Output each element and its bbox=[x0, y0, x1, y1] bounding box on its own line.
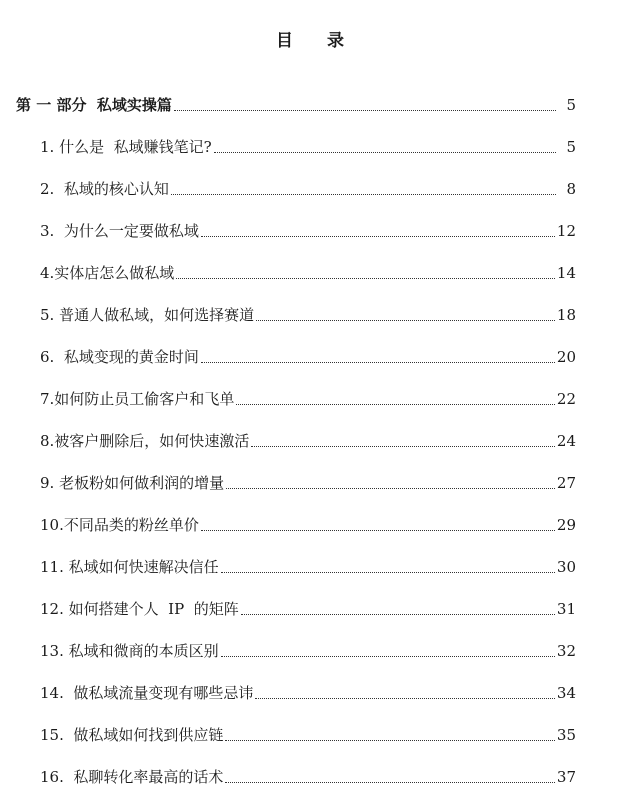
dot-leader bbox=[225, 739, 555, 741]
dot-leader bbox=[236, 403, 555, 405]
dot-leader bbox=[176, 277, 555, 279]
entry-label: 7.如何防止员工偷客户和飞单 bbox=[40, 390, 235, 408]
entry-label: 9. 老板粉如何做利润的增量 bbox=[40, 474, 225, 492]
entry-label: 10.不同品类的粉丝单价 bbox=[40, 516, 199, 534]
toc-entry bbox=[40, 176, 576, 198]
dot-leader bbox=[201, 235, 555, 237]
entry-page-number: 37 bbox=[556, 768, 576, 786]
dot-leader bbox=[241, 613, 555, 615]
entry-page-number: 12 bbox=[556, 222, 576, 240]
entry-page-number: 29 bbox=[556, 516, 576, 534]
entry-page-number: 14 bbox=[556, 264, 576, 282]
entry-page-number: 24 bbox=[556, 432, 576, 450]
toc-entry bbox=[40, 260, 576, 282]
toc-entry bbox=[40, 512, 576, 534]
toc-entry bbox=[40, 554, 576, 576]
toc-entry bbox=[40, 470, 576, 492]
toc-entry bbox=[40, 386, 576, 408]
toc-part-heading bbox=[16, 92, 576, 114]
part-label: 第 一 部分 私域实操篇 bbox=[16, 96, 172, 114]
entry-label: 14. 做私域流量变现有哪些忌讳 bbox=[40, 684, 254, 702]
dot-leader bbox=[251, 445, 555, 447]
dot-leader bbox=[256, 319, 555, 321]
entry-page-number: 20 bbox=[556, 348, 576, 366]
entry-label: 3. 为什么一定要做私域 bbox=[40, 222, 199, 240]
entry-page-number: 27 bbox=[556, 474, 576, 492]
dot-leader bbox=[171, 193, 556, 195]
entry-label: 8.被客户删除后，如何快速激活 bbox=[40, 432, 250, 450]
entry-label: 1. 什么是 私域赚钱笔记? bbox=[40, 138, 212, 156]
entry-page-number: 35 bbox=[556, 726, 576, 744]
entry-page-number: 34 bbox=[556, 684, 576, 702]
entry-label: 12. 如何搭建个人 IP 的矩阵 bbox=[40, 600, 239, 618]
entry-label: 5. 普通人做私域，如何选择赛道 bbox=[40, 306, 255, 324]
entry-page-number: 31 bbox=[556, 600, 576, 618]
dot-leader bbox=[221, 571, 555, 573]
entry-page-number: 22 bbox=[556, 390, 576, 408]
entry-label: 2. 私域的核心认知 bbox=[40, 180, 169, 198]
entry-label: 11. 私域如何快速解决信任 bbox=[40, 558, 219, 576]
toc-entry bbox=[40, 596, 576, 618]
dot-leader bbox=[226, 487, 555, 489]
toc-title: 目 录 bbox=[276, 31, 358, 51]
toc-entry bbox=[40, 680, 576, 702]
entry-page-number: 30 bbox=[556, 558, 576, 576]
part-page-number: 5 bbox=[566, 96, 576, 114]
toc-entry bbox=[40, 344, 576, 366]
dot-leader bbox=[214, 151, 556, 153]
dot-leader bbox=[225, 781, 555, 783]
entry-label: 4.实体店怎么做私域 bbox=[40, 264, 175, 282]
dot-leader bbox=[221, 655, 555, 657]
dot-leader bbox=[201, 529, 555, 531]
entry-page-number: 32 bbox=[556, 642, 576, 660]
entry-label: 16. 私聊转化率最高的话术 bbox=[40, 768, 224, 786]
toc-entry bbox=[40, 428, 576, 450]
dot-leader bbox=[201, 361, 555, 363]
dot-leader bbox=[255, 697, 555, 699]
toc-entry bbox=[40, 302, 576, 324]
entry-label: 13. 私域和微商的本质区别 bbox=[40, 642, 219, 660]
entry-page-number: 8 bbox=[566, 180, 576, 198]
entry-label: 6. 私域变现的黄金时间 bbox=[40, 348, 199, 366]
toc-entry bbox=[40, 134, 576, 156]
dot-leader bbox=[174, 109, 556, 111]
toc-entry bbox=[40, 764, 576, 786]
toc-entry bbox=[40, 722, 576, 744]
entry-page-number: 18 bbox=[556, 306, 576, 324]
toc-entry bbox=[40, 638, 576, 660]
toc-entry bbox=[40, 218, 576, 240]
entry-page-number: 5 bbox=[566, 138, 576, 156]
entry-label: 15. 做私域如何找到供应链 bbox=[40, 726, 224, 744]
